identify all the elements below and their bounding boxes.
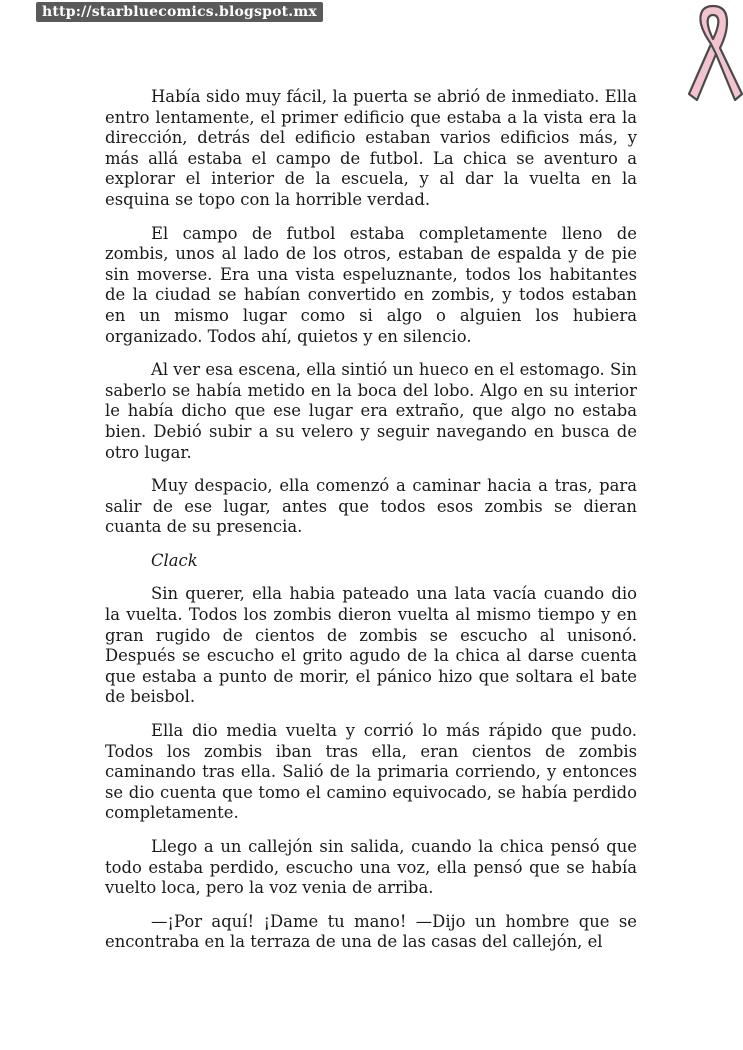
watermark-url: http://starbluecomics.blogspot.mx	[36, 2, 323, 22]
awareness-ribbon-icon	[682, 2, 743, 102]
sound-effect-clack: Clack	[151, 550, 198, 570]
paragraph-6: Ella dio media vuelta y corrió lo más rápido que pudo. Todos los zombis iban tras ella, eran cientos de zombis caminando tras ella. Salió de la primaria corriendo, y entonces se dio cuenta que tomo el camino equivocado, se había perdido completamente.	[105, 721, 637, 823]
paragraph-5: Sin querer, ella habia pateado una lata vacía cuando dio la vuelta. Todos los zombis dieron vuelta al mismo tiempo y en gran rugido de cientos de zombis se escucho al unisonó. Después se escucho el grito agudo de la chica al darse cuenta que estaba a punto de morir, el pánico hizo que soltara el bate de beisbol.	[105, 584, 637, 707]
paragraph-1: Había sido muy fácil, la puerta se abrió de inmediato. Ella entro lentamente, el primer edificio que estaba a la vista era la dirección, detrás del edificio estaban varios edificios más, y más allá estaba el campo de futbol. La chica se aventuro a explorar el interior de la escuela, y al dar la vuelta en la esquina se topo con la horrible verdad.	[105, 87, 637, 209]
paragraph-4: Muy despacio, ella comenzó a caminar hacia a tras, para salir de ese lugar, antes que todos esos zombis se dieran cuanta de su presencia.	[105, 476, 637, 537]
paragraph-3: Al ver esa escena, ella sintió un hueco en el estomago. Sin saberlo se había metido en la boca del lobo. Algo en su interior le había dicho que ese lugar era extraño, que algo no estaba bien. Debió subir a su velero y seguir navegando en busca de otro lugar.	[105, 360, 637, 462]
paragraph-2: El campo de futbol estaba completamente lleno de zombis, unos al lado de los otros, estaban de espalda y de pie sin moverse. Era una vista espeluznante, todos los habitantes de la ciudad se habían convertido en zombis, y todos estaban en un mismo lugar como si algo o alguien los hubiera organizado. Todos ahí, quietos y en silencio.	[105, 223, 637, 346]
story-text	[105, 87, 637, 966]
paragraph-7: Llego a un callejón sin salida, cuando la chica pensó que todo estaba perdido, escucho una voz, ella pensó que se había vuelto loca, pero la voz venia de arriba.	[105, 837, 637, 898]
paragraph-8: —¡Por aquí! ¡Dame tu mano! —Dijo un hombre que se encontraba en la terraza de una de las casas del callejón, el	[105, 911, 637, 952]
